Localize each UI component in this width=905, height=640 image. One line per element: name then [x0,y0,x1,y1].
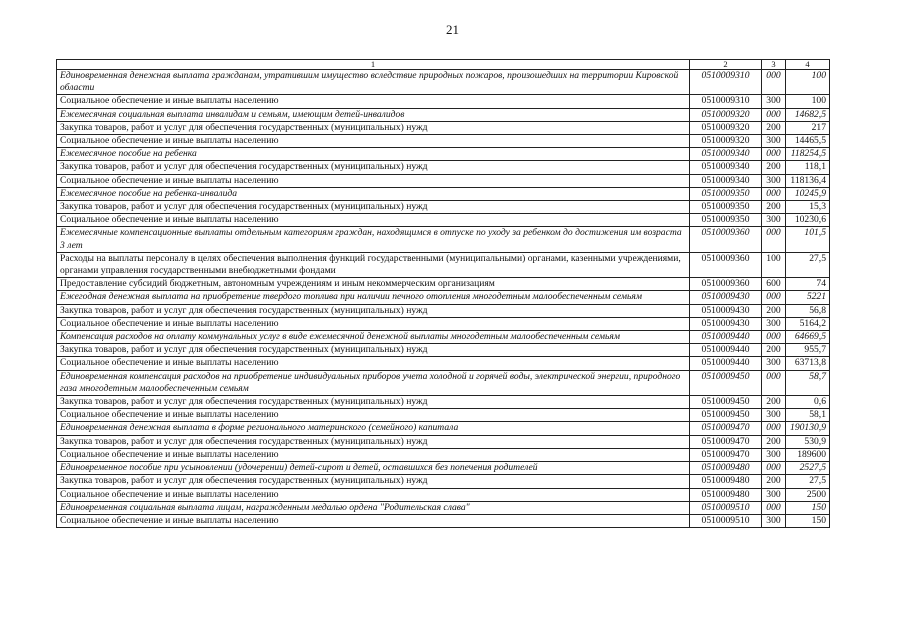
row-code-cell: 0510009510 [690,501,762,514]
row-type-cell: 000 [762,462,786,475]
table-row [57,278,830,291]
row-amount-cell: 217 [786,121,830,134]
row-type-cell: 300 [762,514,786,527]
table-row [57,304,830,317]
row-name-cell: Закупка товаров, работ и услуг для обеспечения государственных (муниципальных) нужд [57,475,690,488]
row-name-cell: Ежемесячная социальная выплата инвалидам и семьям, имеющим детей-инвалидов [57,108,690,121]
row-type-cell: 000 [762,501,786,514]
table-row [57,291,830,304]
row-amount-cell: 58,7 [786,370,830,395]
row-type-cell: 200 [762,121,786,134]
row-type-cell: 300 [762,95,786,108]
row-type-cell: 200 [762,344,786,357]
column-header-2: 2 [690,60,762,70]
row-type-cell: 200 [762,396,786,409]
row-code-cell: 0510009340 [690,174,762,187]
row-type-cell: 000 [762,70,786,95]
column-header-3: 3 [762,60,786,70]
table-row [57,448,830,461]
row-type-cell: 200 [762,201,786,214]
row-amount-cell: 118,1 [786,161,830,174]
row-type-cell: 000 [762,148,786,161]
row-amount-cell: 0,6 [786,396,830,409]
table-row [57,252,830,277]
table-row [57,488,830,501]
row-type-cell: 300 [762,214,786,227]
row-amount-cell: 189600 [786,448,830,461]
row-amount-cell: 2500 [786,488,830,501]
row-code-cell: 0510009480 [690,462,762,475]
row-type-cell: 200 [762,304,786,317]
row-code-cell: 0510009320 [690,135,762,148]
row-code-cell: 0510009440 [690,344,762,357]
row-name-cell: Социальное обеспечение и иные выплаты населению [57,214,690,227]
row-amount-cell: 27,5 [786,475,830,488]
row-code-cell: 0510009360 [690,252,762,277]
column-header-4: 4 [786,60,830,70]
row-amount-cell: 190130,9 [786,422,830,435]
row-name-cell: Социальное обеспечение и иные выплаты населению [57,448,690,461]
row-code-cell: 0510009510 [690,514,762,527]
row-amount-cell: 118136,4 [786,174,830,187]
row-type-cell: 200 [762,475,786,488]
row-name-cell: Закупка товаров, работ и услуг для обеспечения государственных (муниципальных) нужд [57,121,690,134]
table-row [57,514,830,527]
row-type-cell: 100 [762,252,786,277]
table-row [57,70,830,95]
row-amount-cell: 100 [786,95,830,108]
row-name-cell: Социальное обеспечение и иные выплаты населению [57,488,690,501]
row-code-cell: 0510009310 [690,70,762,95]
row-amount-cell: 530,9 [786,435,830,448]
row-type-cell: 600 [762,278,786,291]
row-name-cell: Единовременная денежная выплата в форме регионального материнского (семейного) капитала [57,422,690,435]
row-code-cell: 0510009310 [690,95,762,108]
table-row [57,475,830,488]
row-name-cell: Компенсация расходов на оплату коммунальных услуг в виде ежемесячной денежной выплаты многодетным малообеспеченным семьям [57,331,690,344]
row-name-cell: Социальное обеспечение и иные выплаты населению [57,174,690,187]
row-name-cell: Ежемесячные компенсационные выплаты отдельным категориям граждан, находящимся в отпуске по уходу за ребенком до достижения им возраста 3 лет [57,227,690,252]
row-name-cell: Социальное обеспечение и иные выплаты населению [57,317,690,330]
row-name-cell: Ежегодная денежная выплата на приобретение твердого топлива при наличии печного отопления многодетным малообеспеченным семьям [57,291,690,304]
row-name-cell: Ежемесячное пособие на ребенка-инвалида [57,187,690,200]
table-row [57,396,830,409]
row-amount-cell: 58,1 [786,409,830,422]
table-row [57,501,830,514]
column-header-1: 1 [57,60,690,70]
row-amount-cell: 64669,5 [786,331,830,344]
row-code-cell: 0510009430 [690,291,762,304]
row-name-cell: Закупка товаров, работ и услуг для обеспечения государственных (муниципальных) нужд [57,396,690,409]
row-name-cell: Единовременная социальная выплата лицам, награжденным медалью ордена "Родительская слава" [57,501,690,514]
row-type-cell: 000 [762,187,786,200]
row-amount-cell: 63713,8 [786,357,830,370]
row-code-cell: 0510009470 [690,448,762,461]
row-code-cell: 0510009480 [690,488,762,501]
row-code-cell: 0510009440 [690,331,762,344]
table-row [57,409,830,422]
row-code-cell: 0510009450 [690,409,762,422]
row-type-cell: 200 [762,161,786,174]
row-type-cell: 300 [762,409,786,422]
row-name-cell: Закупка товаров, работ и услуг для обеспечения государственных (муниципальных) нужд [57,201,690,214]
row-name-cell: Предоставление субсидий бюджетным, автономным учреждениям и иным некоммерческим организациям [57,278,690,291]
row-type-cell: 000 [762,370,786,395]
row-amount-cell: 10230,6 [786,214,830,227]
row-type-cell: 000 [762,331,786,344]
row-type-cell: 300 [762,357,786,370]
table-row [57,344,830,357]
row-amount-cell: 118254,5 [786,148,830,161]
row-code-cell: 0510009470 [690,422,762,435]
row-code-cell: 0510009320 [690,121,762,134]
table-row [57,331,830,344]
table-row [57,121,830,134]
row-amount-cell: 74 [786,278,830,291]
row-amount-cell: 10245,9 [786,187,830,200]
row-amount-cell: 150 [786,514,830,527]
row-name-cell: Закупка товаров, работ и услуг для обеспечения государственных (муниципальных) нужд [57,304,690,317]
row-amount-cell: 5164,2 [786,317,830,330]
table-row [57,370,830,395]
row-code-cell: 0510009480 [690,475,762,488]
table-row [57,135,830,148]
budget-table-body [57,60,830,528]
row-amount-cell: 2527,5 [786,462,830,475]
table-row [57,201,830,214]
row-name-cell: Социальное обеспечение и иные выплаты населению [57,357,690,370]
row-type-cell: 300 [762,135,786,148]
table-header-row [57,60,830,70]
row-code-cell: 0510009350 [690,214,762,227]
row-code-cell: 0510009470 [690,435,762,448]
row-amount-cell: 27,5 [786,252,830,277]
row-type-cell: 000 [762,291,786,304]
row-type-cell: 300 [762,448,786,461]
row-name-cell: Расходы на выплаты персоналу в целях обеспечения выполнения функций государственными (муниципальными) органами, казенными учреждениями, органами управления государственными внебюджетными фондами [57,252,690,277]
row-code-cell: 0510009360 [690,278,762,291]
budget-table [56,59,830,528]
row-type-cell: 000 [762,422,786,435]
row-name-cell: Социальное обеспечение и иные выплаты населению [57,95,690,108]
row-code-cell: 0510009450 [690,396,762,409]
row-type-cell: 300 [762,317,786,330]
table-row [57,108,830,121]
row-code-cell: 0510009440 [690,357,762,370]
row-amount-cell: 5221 [786,291,830,304]
row-name-cell: Социальное обеспечение и иные выплаты населению [57,514,690,527]
table-row [57,161,830,174]
row-code-cell: 0510009430 [690,304,762,317]
row-name-cell: Единовременная компенсация расходов на приобретение индивидуальных приборов учета холодной и горячей воды, электрической энергии, природного газа многодетным малообеспеченным семьям [57,370,690,395]
row-amount-cell: 955,7 [786,344,830,357]
table-row [57,95,830,108]
row-amount-cell: 15,3 [786,201,830,214]
row-name-cell: Единовременная денежная выплата гражданам, утратившим имущество вследствие природных пожаров, произошедших на территории Кировской области [57,70,690,95]
row-name-cell: Единовременное пособие при усыновлении (удочерении) детей-сирот и детей, оставшихся без попечения родителей [57,462,690,475]
row-code-cell: 0510009340 [690,148,762,161]
row-code-cell: 0510009360 [690,227,762,252]
row-amount-cell: 56,8 [786,304,830,317]
table-row [57,174,830,187]
row-type-cell: 000 [762,108,786,121]
row-name-cell: Ежемесячное пособие на ребенка [57,148,690,161]
row-name-cell: Социальное обеспечение и иные выплаты населению [57,135,690,148]
table-row [57,214,830,227]
row-amount-cell: 14682,5 [786,108,830,121]
row-amount-cell: 150 [786,501,830,514]
table-row [57,187,830,200]
row-name-cell: Закупка товаров, работ и услуг для обеспечения государственных (муниципальных) нужд [57,161,690,174]
row-name-cell: Закупка товаров, работ и услуг для обеспечения государственных (муниципальных) нужд [57,344,690,357]
row-type-cell: 300 [762,488,786,501]
row-code-cell: 0510009350 [690,187,762,200]
page-number: 21 [446,22,459,37]
table-row [57,148,830,161]
table-row [57,435,830,448]
row-code-cell: 0510009320 [690,108,762,121]
row-code-cell: 0510009450 [690,370,762,395]
row-amount-cell: 14465,5 [786,135,830,148]
table-row [57,317,830,330]
row-type-cell: 300 [762,174,786,187]
table-row [57,462,830,475]
row-code-cell: 0510009340 [690,161,762,174]
table-row [57,357,830,370]
row-name-cell: Социальное обеспечение и иные выплаты населению [57,409,690,422]
row-code-cell: 0510009350 [690,201,762,214]
row-code-cell: 0510009430 [690,317,762,330]
table-row [57,422,830,435]
row-amount-cell: 100 [786,70,830,95]
row-name-cell: Закупка товаров, работ и услуг для обеспечения государственных (муниципальных) нужд [57,435,690,448]
row-amount-cell: 101,5 [786,227,830,252]
row-type-cell: 200 [762,435,786,448]
table-row [57,227,830,252]
row-type-cell: 000 [762,227,786,252]
